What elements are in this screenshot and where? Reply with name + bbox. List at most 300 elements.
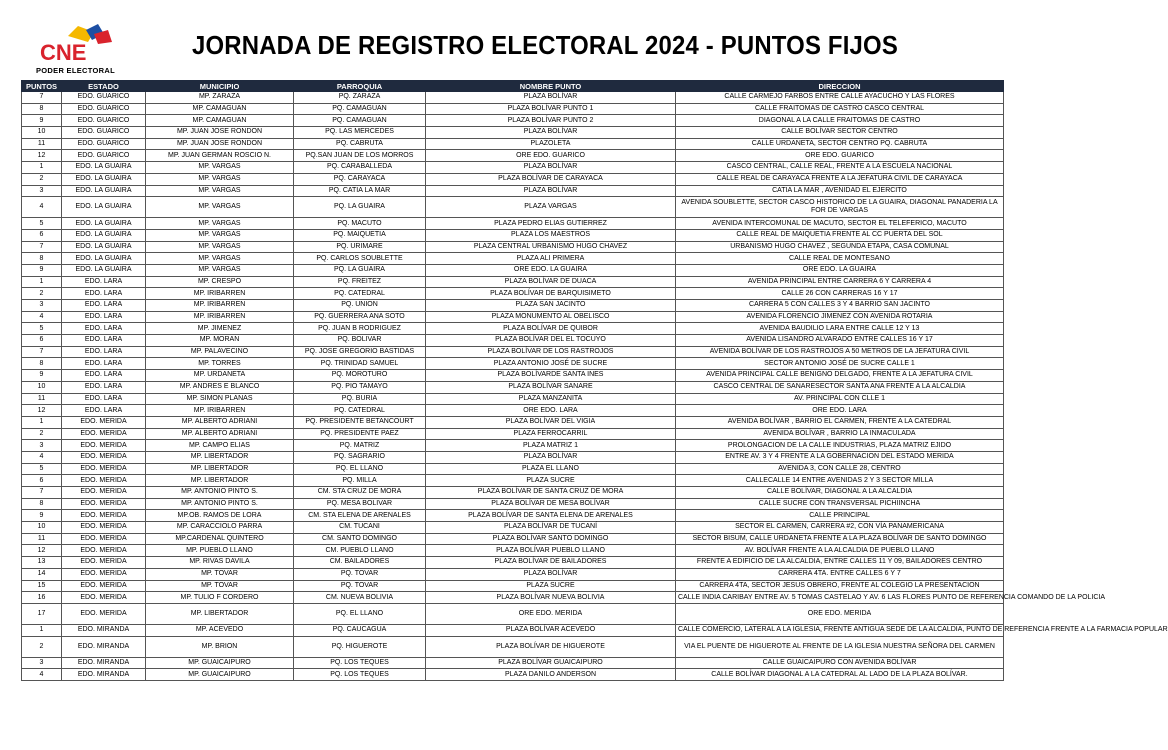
cell-estado: EDO. LARA (62, 323, 146, 335)
table-row (22, 381, 1004, 393)
cell-parroquia: PQ. LOS TEQUES (294, 657, 426, 669)
cell-puntos: 1 (22, 416, 62, 428)
cell-parroquia: CM. STA ELENA DE ARENALES (294, 510, 426, 522)
table-header-row (22, 81, 1004, 92)
cell-puntos: 8 (22, 498, 62, 510)
cell-nombre-punto: ORE EDO. LA GUAIRA (426, 264, 676, 276)
cell-puntos: 1 (22, 276, 62, 288)
cell-puntos: 5 (22, 323, 62, 335)
cell-parroquia: PQ. UNION (294, 300, 426, 312)
cell-estado: EDO. LA GUAIRA (62, 264, 146, 276)
cell-puntos: 6 (22, 475, 62, 487)
table-row (22, 487, 1004, 499)
cell-nombre-punto: PLAZA SUCRE (426, 580, 676, 592)
table-row (22, 92, 1004, 104)
column-header-parroquia: PARROQUIA (294, 81, 426, 92)
cell-municipio: MP. VARGAS (146, 185, 294, 197)
cell-nombre-punto: PLAZA LOS MAESTROS (426, 229, 676, 241)
cell-puntos: 3 (22, 657, 62, 669)
cell-puntos: 2 (22, 428, 62, 440)
cell-estado: EDO. LA GUAIRA (62, 218, 146, 230)
cell-parroquia: PQ. BURIA (294, 393, 426, 405)
column-header-direccion: DIRECCION (676, 81, 1004, 92)
cell-puntos: 12 (22, 405, 62, 417)
cell-parroquia: PQ. MESA BOLIVAR (294, 498, 426, 510)
cell-nombre-punto: PLAZA BOLÍVAR DE LOS RASTROJOS (426, 346, 676, 358)
cell-direccion: AVENIDA SOUBLETTE, SECTOR CASCO HISTORICO DE LA GUAIRA, DIAGONAL PANADERIA LA FOR DE VARGAS (676, 197, 1004, 218)
column-header-estado: ESTADO (62, 81, 146, 92)
cell-municipio: MP. GUAICAIPURO (146, 669, 294, 681)
cell-municipio: MP. VARGAS (146, 241, 294, 253)
cell-parroquia: PQ. MACUTO (294, 218, 426, 230)
cell-parroquia: PQ. LAS MERCEDES (294, 127, 426, 139)
cell-municipio: MP. URDANETA (146, 370, 294, 382)
cell-direccion: CALLE PRINCIPAL (676, 510, 1004, 522)
cell-direccion: CALLE REAL DE MAIQUETIA FRENTE AL CC PUERTA DEL SOL (676, 229, 1004, 241)
table-row (22, 335, 1004, 347)
cell-direccion: CALLE GUAICAIPURO CON AVENIDA BOLÍVAR (676, 657, 1004, 669)
cell-direccion: ORE EDO. GUARICO (676, 150, 1004, 162)
cell-municipio: MP.CARDENAL QUINTERO (146, 533, 294, 545)
cell-direccion: CALLE REAL DE MONTESANO (676, 253, 1004, 265)
cell-nombre-punto: ORE EDO. GUARICO (426, 150, 676, 162)
column-header-nombre-punto: NOMBRE PUNTO (426, 81, 676, 92)
cell-parroquia: PQ. GUERRERA ANA SOTO (294, 311, 426, 323)
table-row (22, 405, 1004, 417)
cell-direccion: CARRERA 4TA. ENTRE CALLES 6 Y 7 (676, 568, 1004, 580)
cell-municipio: MP. CAMAGUAN (146, 115, 294, 127)
cell-direccion: AVENIDA BOLÍVAR , BARRIO LA INMACULADA (676, 428, 1004, 440)
cell-parroquia: PQ. LA GUAIRA (294, 197, 426, 218)
cell-puntos: 7 (22, 487, 62, 499)
cell-direccion: CALLE FRAITOMAS DE CASTRO CASCO CENTRAL (676, 103, 1004, 115)
table-row (22, 229, 1004, 241)
cell-municipio: MP. VARGAS (146, 253, 294, 265)
table-row (22, 358, 1004, 370)
cell-parroquia: PQ. TOVAR (294, 580, 426, 592)
cell-direccion: CASCO CENTRAL DE SANARESECTOR SANTA ANA FRENTE A LA ALCALDIA (676, 381, 1004, 393)
table-row (22, 475, 1004, 487)
cell-direccion: CALLE REAL DE CARAYACA FRENTE A LA JEFATURA CIVIL DE CARAYACA (676, 173, 1004, 185)
cell-direccion: ORE EDO. MERIDA (676, 603, 1004, 624)
cell-nombre-punto: PLAZOLETA (426, 138, 676, 150)
table-row (22, 657, 1004, 669)
cell-estado: EDO. LARA (62, 311, 146, 323)
cell-nombre-punto: PLAZA BOLÍVAR DE MESA BOLÍVAR (426, 498, 676, 510)
table-row (22, 557, 1004, 569)
cell-puntos: 15 (22, 580, 62, 592)
cell-estado: EDO. MERIDA (62, 510, 146, 522)
cell-parroquia: CM. PUEBLO LLANO (294, 545, 426, 557)
cell-municipio: MP. ANDRES E BLANCO (146, 381, 294, 393)
cell-parroquia: CM. TUCANI (294, 522, 426, 534)
cell-direccion: CASCO CENTRAL, CALLE REAL, FRENTE A LA ESCUELA NACIONAL (676, 162, 1004, 174)
cell-direccion: CALLE CARMEJO FARBOS ENTRE CALLE AYACUCHO Y LAS FLORES (676, 92, 1004, 104)
cell-puntos: 6 (22, 229, 62, 241)
cell-nombre-punto: PLAZA SAN JACINTO (426, 300, 676, 312)
cell-municipio: MP. VARGAS (146, 197, 294, 218)
cell-direccion: AVENIDA BOLÍVAR , BARRIO EL CARMEN, FRENTE A LA CATEDRAL (676, 416, 1004, 428)
cell-nombre-punto: PLAZA BOLÍVAR (426, 568, 676, 580)
cell-estado: EDO. MERIDA (62, 522, 146, 534)
table-row (22, 173, 1004, 185)
cell-estado: EDO. MERIDA (62, 568, 146, 580)
cell-puntos: 10 (22, 522, 62, 534)
cell-puntos: 7 (22, 346, 62, 358)
cell-nombre-punto: PLAZA BOLÍVAR DE BAILADORES (426, 557, 676, 569)
cell-municipio: MP. LIBERTADOR (146, 475, 294, 487)
cell-estado: EDO. LA GUAIRA (62, 173, 146, 185)
cell-nombre-punto: PLAZA BOLÍVAR (426, 127, 676, 139)
table-row (22, 428, 1004, 440)
cell-puntos: 5 (22, 463, 62, 475)
cell-puntos: 11 (22, 533, 62, 545)
cell-nombre-punto: PLAZA SUCRE (426, 475, 676, 487)
cell-estado: EDO. MERIDA (62, 545, 146, 557)
cell-municipio: MP. LIBERTADOR (146, 463, 294, 475)
cell-estado: EDO. GUARICO (62, 150, 146, 162)
cell-municipio: MP. CAMPO ELIAS (146, 440, 294, 452)
cell-parroquia: PQ. PIO TAMAYO (294, 381, 426, 393)
cell-municipio: MP. TULIO F CORDERO (146, 592, 294, 604)
cell-puntos: 11 (22, 393, 62, 405)
cell-nombre-punto: ORE EDO. LARA (426, 405, 676, 417)
cell-municipio: MP. ACEVEDO (146, 624, 294, 636)
cell-municipio: MP. IRIBARREN (146, 405, 294, 417)
cell-municipio: MP. RIVAS DAVILA (146, 557, 294, 569)
page-title: JORNADA DE REGISTRO ELECTORAL 2024 - PUNTOS FIJOS (192, 30, 898, 60)
cell-parroquia: PQ. FREITEZ (294, 276, 426, 288)
cell-puntos: 9 (22, 510, 62, 522)
table-row (22, 288, 1004, 300)
table-row (22, 545, 1004, 557)
table-row (22, 393, 1004, 405)
cell-municipio: MP. ALBERTO ADRIANI (146, 416, 294, 428)
cell-parroquia: PQ. TRINIDAD SAMUEL (294, 358, 426, 370)
cell-puntos: 4 (22, 451, 62, 463)
cell-direccion: CALLE URDANETA, SECTOR CENTRO PQ. CABRUTA (676, 138, 1004, 150)
cell-parroquia: PQ. MAIQUETIA (294, 229, 426, 241)
cell-direccion: AV. PRINCIPAL CON CLLE 1 (676, 393, 1004, 405)
cell-direccion: AVENIDA BAUDILIO LARA ENTRE CALLE 12 Y 13 (676, 323, 1004, 335)
cell-nombre-punto: PLAZA BOLÍVAR DE SANTA ELENA DE ARENALES (426, 510, 676, 522)
cell-parroquia: PQ. EL LLANO (294, 463, 426, 475)
table-row (22, 370, 1004, 382)
cell-estado: EDO. MIRANDA (62, 624, 146, 636)
cell-estado: EDO. MERIDA (62, 475, 146, 487)
table-row (22, 416, 1004, 428)
cell-parroquia: PQ. CAUCAGUA (294, 624, 426, 636)
cell-puntos: 13 (22, 557, 62, 569)
cell-puntos: 3 (22, 185, 62, 197)
cell-puntos: 7 (22, 241, 62, 253)
cell-nombre-punto: PLAZA MATRIZ 1 (426, 440, 676, 452)
cell-nombre-punto: ORE EDO. MERIDA (426, 603, 676, 624)
cell-nombre-punto: PLAZA ANTONIO JOSÉ DE SUCRE (426, 358, 676, 370)
cell-puntos: 3 (22, 440, 62, 452)
table-row (22, 568, 1004, 580)
cell-parroquia: PQ. CATIA LA MAR (294, 185, 426, 197)
cell-parroquia: PQ. EL LLANO (294, 603, 426, 624)
cell-estado: EDO. MERIDA (62, 533, 146, 545)
table-row (22, 346, 1004, 358)
cell-municipio: MP. TOVAR (146, 568, 294, 580)
cell-parroquia: PQ. HIGUEROTE (294, 636, 426, 657)
logo-letters: CNE (40, 40, 87, 65)
cell-direccion: CALLE INDIA CARIBAY ENTRE AV. 5 TOMAS CASTELAO Y AV. 6 LAS FLORES PUNTO DE REFERENCIA COMANDO DE LA POLICIA (676, 592, 1004, 604)
table-row (22, 311, 1004, 323)
cell-estado: EDO. MERIDA (62, 487, 146, 499)
cell-direccion: CALLE BOLÍVAR DIAGONAL A LA CATEDRAL AL LADO DE LA PLAZA BOLÍVAR. (676, 669, 1004, 681)
cell-puntos: 8 (22, 253, 62, 265)
cell-parroquia: PQ. JOSE GREGORIO BASTIDAS (294, 346, 426, 358)
cell-parroquia: PQ. MATRIZ (294, 440, 426, 452)
table-row (22, 533, 1004, 545)
cell-estado: EDO. LARA (62, 300, 146, 312)
cell-municipio: MP. LIBERTADOR (146, 451, 294, 463)
cell-puntos: 9 (22, 370, 62, 382)
cell-parroquia: PQ. MOROTURO (294, 370, 426, 382)
cell-estado: EDO. LARA (62, 358, 146, 370)
cell-direccion: CALLE BOLÍVAR, DIAGONAL A LA ALCALDIA (676, 487, 1004, 499)
cell-puntos: 9 (22, 115, 62, 127)
table-body (22, 92, 1168, 681)
cell-parroquia: PQ. PRESIDENTE PAEZ (294, 428, 426, 440)
cell-parroquia: CM. SANTO DOMINGO (294, 533, 426, 545)
cell-municipio: MP. ZARAZA (146, 92, 294, 104)
cell-direccion: FRENTE A EDIFICIO DE LA ALCALDIA, ENTRE CALLES 11 Y 09, BAILADORES CENTRO (676, 557, 1004, 569)
cell-direccion: ORE EDO. LA GUAIRA (676, 264, 1004, 276)
cell-puntos: 10 (22, 127, 62, 139)
table-row (22, 253, 1004, 265)
cell-municipio: MP. VARGAS (146, 162, 294, 174)
table-row (22, 451, 1004, 463)
cell-nombre-punto: PLAZA BOLÍVAR SANARE (426, 381, 676, 393)
column-header-municipio: MUNICIPIO (146, 81, 294, 92)
cell-puntos: 2 (22, 173, 62, 185)
cell-parroquia: PQ. CARLOS SOUBLETTE (294, 253, 426, 265)
cell-nombre-punto: PLAZA DANILO ANDERSON (426, 669, 676, 681)
cell-nombre-punto: PLAZA MONUMENTO AL OBELISCO (426, 311, 676, 323)
cell-municipio: MP. VARGAS (146, 229, 294, 241)
cell-nombre-punto: PLAZA BOLÍVAR SANTO DOMINGO (426, 533, 676, 545)
cell-municipio: MP. JUAN JOSE RONDON (146, 127, 294, 139)
cell-direccion: AVENIDA 3, CON CALLE 28, CENTRO (676, 463, 1004, 475)
cell-municipio: MP. IRIBARREN (146, 300, 294, 312)
cell-municipio: MP. CARACCIOLO PARRA (146, 522, 294, 534)
cell-estado: EDO. LA GUAIRA (62, 185, 146, 197)
cell-municipio: MP. PUEBLO LLANO (146, 545, 294, 557)
cell-estado: EDO. GUARICO (62, 115, 146, 127)
cell-nombre-punto: PLAZA BOLÍVAR GUAICAIPURO (426, 657, 676, 669)
cell-nombre-punto: PLAZA BOLÍVAR PUEBLO LLANO (426, 545, 676, 557)
cell-estado: EDO. LA GUAIRA (62, 162, 146, 174)
cell-direccion: ORE EDO. LARA (676, 405, 1004, 417)
cell-parroquia: PQ. CABRUTA (294, 138, 426, 150)
cell-estado: EDO. MERIDA (62, 416, 146, 428)
table-row (22, 323, 1004, 335)
cell-direccion: CALLE COMERCIO, LATERAL A LA IGLESIA, FRENTE ANTIGUA SEDE DE LA ALCALDIA, PUNTO DE REFERENCIA FRENTE A LA FARMACIA POPULAR (676, 624, 1004, 636)
cell-municipio: MP. JUAN GERMAN ROSCIO N. (146, 150, 294, 162)
table-row (22, 300, 1004, 312)
cell-puntos: 10 (22, 381, 62, 393)
cell-direccion: CALLECALLE 14 ENTRE AVENIDAS 2 Y 3 SECTOR MILLA (676, 475, 1004, 487)
cell-estado: EDO. LARA (62, 335, 146, 347)
cell-nombre-punto: PLAZA BOLÍVAR NUEVA BOLIVIA (426, 592, 676, 604)
cell-estado: EDO. MERIDA (62, 428, 146, 440)
cell-nombre-punto: PLAZA MANZANITA (426, 393, 676, 405)
cell-nombre-punto: PLAZA BOLÍVAR (426, 162, 676, 174)
cell-puntos: 8 (22, 103, 62, 115)
cell-direccion: CARRERA 4TA, SECTOR JESUS OBRERO, FRENTE AL COLEGIO LA PRESENTACION (676, 580, 1004, 592)
cell-estado: EDO. MERIDA (62, 592, 146, 604)
cell-estado: EDO. MIRANDA (62, 669, 146, 681)
cell-direccion: AVENIDA LISANDRO ALVARADO ENTRE CALLES 16 Y 17 (676, 335, 1004, 347)
cell-municipio: MP. JIMENEZ (146, 323, 294, 335)
cell-puntos: 9 (22, 264, 62, 276)
cne-logo (34, 22, 124, 76)
cell-municipio: MP. VARGAS (146, 173, 294, 185)
cell-direccion: CALLE BOLÍVAR SECTOR CENTRO (676, 127, 1004, 139)
cell-puntos: 6 (22, 335, 62, 347)
cell-parroquia: PQ. TOVAR (294, 568, 426, 580)
table-row (22, 463, 1004, 475)
cell-parroquia: CM. BAILADORES (294, 557, 426, 569)
cell-nombre-punto: PLAZA BOLÍVAR DE HIGUEROTE (426, 636, 676, 657)
cell-parroquia: PQ. LOS TEQUES (294, 669, 426, 681)
table-row (22, 185, 1004, 197)
cell-municipio: MP. LIBERTADOR (146, 603, 294, 624)
cell-parroquia: PQ. CARABALLEDA (294, 162, 426, 174)
cell-direccion: AVENIDA PRINCIPAL CALLE BENIGNO DELGADO, FRENTE A LA JEFATURA CIVIL (676, 370, 1004, 382)
cell-direccion: URBANISMO HUGO CHAVEZ , SEGUNDA ETAPA, CASA COMUNAL (676, 241, 1004, 253)
cell-estado: EDO. GUARICO (62, 138, 146, 150)
cell-direccion: CARRERA 5 CON CALLES 3 Y 4 BARRIO SAN JACINTO (676, 300, 1004, 312)
cell-puntos: 1 (22, 624, 62, 636)
logo-tagline: PODER ELECTORAL (36, 66, 115, 75)
cell-nombre-punto: PLAZA ALI PRIMERA (426, 253, 676, 265)
cell-municipio: MP. BRION (146, 636, 294, 657)
table-row (22, 669, 1004, 681)
cell-nombre-punto: PLAZA PEDRO ELIAS GUTIERREZ (426, 218, 676, 230)
cell-puntos: 1 (22, 162, 62, 174)
cell-municipio: MP. ANTONIO PINTO S. (146, 498, 294, 510)
cell-nombre-punto: PLAZA BOLÍVAR DE BARQUISIMETO (426, 288, 676, 300)
cell-estado: EDO. LARA (62, 288, 146, 300)
cell-nombre-punto: PLAZA BOLÍVAR DE SANTA CRUZ DE MORA (426, 487, 676, 499)
cell-puntos: 5 (22, 218, 62, 230)
table-row (22, 241, 1004, 253)
cell-nombre-punto: PLAZA BOLÍVAR (426, 92, 676, 104)
cell-municipio: MP. SIMON PLANAS (146, 393, 294, 405)
table-row (22, 115, 1004, 127)
cell-parroquia: CM. STA CRUZ DE MORA (294, 487, 426, 499)
cell-direccion: AVENIDA BOLÍVAR DE LOS RASTROJOS A 50 METROS DE LA JEFATURA CIVIL (676, 346, 1004, 358)
cell-direccion: AVENIDA FLORENCIO JIMENEZ CON AVENIDA ROTARIA (676, 311, 1004, 323)
table-row (22, 127, 1004, 139)
cell-parroquia: PQ. BOLIVAR (294, 335, 426, 347)
cell-direccion: DIAGONAL A LA CALLE FRAITOMAS DE CASTRO (676, 115, 1004, 127)
cell-estado: EDO. GUARICO (62, 127, 146, 139)
cell-nombre-punto: PLAZA EL LLANO (426, 463, 676, 475)
cell-direccion: SECTOR ANTONIO JOSÉ DE SUCRE CALLE 1 (676, 358, 1004, 370)
cell-municipio: MP. TORRES (146, 358, 294, 370)
cell-estado: EDO. LARA (62, 405, 146, 417)
column-header-puntos: PUNTOS (22, 81, 62, 92)
cell-estado: EDO. GUARICO (62, 92, 146, 104)
table-row (22, 138, 1004, 150)
cell-parroquia: PQ.SAN JUAN DE LOS MORROS (294, 150, 426, 162)
cell-estado: EDO. MERIDA (62, 603, 146, 624)
table-row (22, 592, 1004, 604)
cell-nombre-punto: PLAZA BOLÍVAR PUNTO 1 (426, 103, 676, 115)
cell-puntos: 3 (22, 300, 62, 312)
cell-puntos: 7 (22, 92, 62, 104)
cell-puntos: 4 (22, 197, 62, 218)
cell-direccion: AVENIDA PRINCIPAL ENTRE CARRERA 6 Y CARRERA 4 (676, 276, 1004, 288)
cell-estado: EDO. LARA (62, 370, 146, 382)
table-row (22, 498, 1004, 510)
table-row (22, 636, 1004, 657)
table-row (22, 103, 1004, 115)
cell-nombre-punto: PLAZA CENTRAL URBANISMO HUGO CHAVEZ (426, 241, 676, 253)
cell-parroquia: PQ. SAGRARIO (294, 451, 426, 463)
cell-direccion: CATIA LA MAR , AVENIDAD EL EJERCITO (676, 185, 1004, 197)
cell-estado: EDO. MERIDA (62, 463, 146, 475)
cell-estado: EDO. MERIDA (62, 440, 146, 452)
cell-estado: EDO. LARA (62, 276, 146, 288)
puntos-fijos-table (21, 80, 1168, 681)
cell-puntos: 14 (22, 568, 62, 580)
cell-estado: EDO. LA GUAIRA (62, 229, 146, 241)
cell-nombre-punto: PLAZA BOLÍVAR ACEVEDO (426, 624, 676, 636)
cell-direccion: VIA EL PUENTE DE HIGUEROTE AL FRENTE DE LA IGLESIA NUESTRA SEÑORA DEL CARMEN (676, 636, 1004, 657)
cell-puntos: 16 (22, 592, 62, 604)
cell-parroquia: PQ. LA GUAIRA (294, 264, 426, 276)
cell-puntos: 17 (22, 603, 62, 624)
cell-municipio: MP. JUAN JOSE RONDON (146, 138, 294, 150)
table-row (22, 624, 1004, 636)
table-row (22, 162, 1004, 174)
table-row (22, 580, 1004, 592)
cell-parroquia: PQ. MILLA (294, 475, 426, 487)
cell-municipio: MP. VARGAS (146, 218, 294, 230)
cell-parroquia: PQ. URIMARE (294, 241, 426, 253)
cell-estado: EDO. LA GUAIRA (62, 197, 146, 218)
cell-municipio: MP. VARGAS (146, 264, 294, 276)
cell-direccion: CALLE SUCRE CON TRANSVERSAL PICHIINCHA (676, 498, 1004, 510)
table-row (22, 522, 1004, 534)
cell-nombre-punto: PLAZA BOLÍVAR DEL VIGIA (426, 416, 676, 428)
cell-municipio: MP. CAMAGUAN (146, 103, 294, 115)
cell-parroquia: PQ. CAMAGUAN (294, 103, 426, 115)
cell-estado: EDO. MERIDA (62, 580, 146, 592)
cell-nombre-punto: PLAZA BOLÍVAR DE QUIBOR (426, 323, 676, 335)
table-row (22, 197, 1004, 218)
cell-parroquia: PQ. CARAYACA (294, 173, 426, 185)
table-row (22, 510, 1004, 522)
table-row (22, 603, 1004, 624)
cell-estado: EDO. MIRANDA (62, 636, 146, 657)
cell-puntos: 8 (22, 358, 62, 370)
cell-nombre-punto: PLAZA BOLÍVAR (426, 451, 676, 463)
cell-municipio: MP. TOVAR (146, 580, 294, 592)
cell-parroquia: PQ. CATEDRAL (294, 288, 426, 300)
cell-municipio: MP. IRIBARREN (146, 288, 294, 300)
cell-nombre-punto: PLAZA FERROCARRIL (426, 428, 676, 440)
cell-estado: EDO. LA GUAIRA (62, 253, 146, 265)
table-row (22, 264, 1004, 276)
